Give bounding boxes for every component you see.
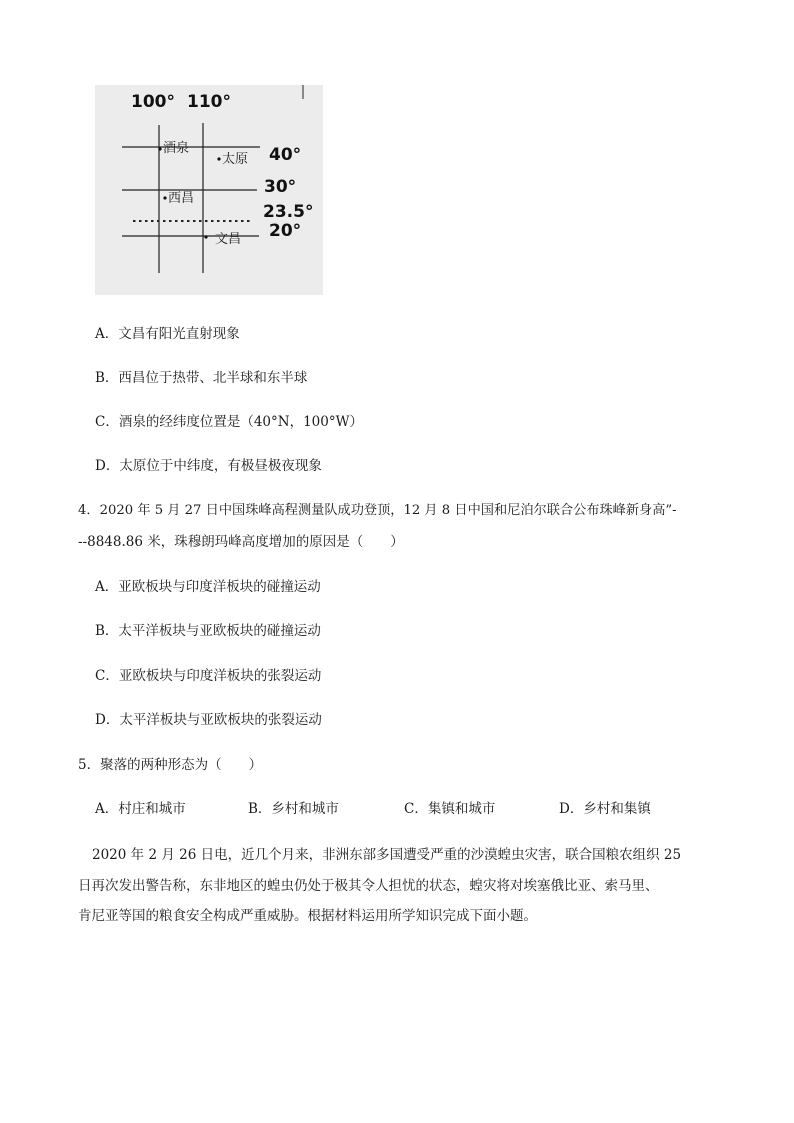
- lon-label-110: 110°: [187, 92, 231, 112]
- q4-option-d: D．太平洋板块与亚欧板块的张裂运动: [95, 712, 322, 728]
- wenchang-dot: [204, 235, 207, 238]
- material-line1: 2020 年 2 月 26 日电，近几个月来，非洲东部多国遭受严重的沙漠蝗虫灾害，联合国粮农组织 25: [92, 847, 682, 863]
- material-line2: 日再次发出警告称，东非地区的蝗虫仍处于极其令人担忧的状态，蝗灾将对埃塞俄比亚、索马里、: [78, 878, 659, 894]
- q3-option-b: B．西昌位于热带、北半球和东半球: [95, 370, 308, 386]
- q5-option-b: B．乡村和城市: [248, 801, 339, 817]
- lat-label-40: 40°: [269, 145, 302, 165]
- lat-label-23-5: 23.5°: [263, 202, 314, 222]
- city-taiyuan: 太原: [222, 152, 249, 167]
- q5-option-d: D．乡村和集镇: [559, 801, 651, 817]
- city-jiuquan: 酒泉: [163, 141, 190, 156]
- lat-label-20: 20°: [269, 221, 302, 241]
- xichang-dot: [163, 196, 166, 199]
- city-wenchang: 文昌: [215, 232, 242, 247]
- q4-option-c: C．亚欧板块与印度洋板块的张裂运动: [95, 668, 322, 684]
- latitude-longitude-map: [95, 85, 323, 295]
- q4-stem-line1: 4．2020 年 5 月 27 日中国珠峰高程测量队成功登顶，12 月 8 日中国和尼泊尔联合公布珠峰新身高”-: [78, 503, 677, 518]
- city-xichang: 西昌: [168, 191, 195, 206]
- lat-label-30: 30°: [264, 177, 297, 197]
- q4-option-b: B．太平洋板块与亚欧板块的碰撞运动: [95, 623, 321, 639]
- q3-option-d: D．太原位于中纬度，有极昼极夜现象: [95, 458, 322, 474]
- q3-option-c: C．酒泉的经纬度位置是（40°N，100°W）: [95, 414, 363, 430]
- q5-option-a: A．村庄和城市: [95, 801, 186, 817]
- q4-option-a: A．亚欧板块与印度洋板块的碰撞运动: [95, 579, 321, 595]
- q3-option-a: A．文昌有阳光直射现象: [95, 326, 240, 342]
- lon-label-100: 100°: [131, 92, 175, 112]
- taiyuan-dot: [217, 157, 220, 160]
- material-line3: 肯尼亚等国的粮食安全构成严重威胁。根据材料运用所学知识完成下面小题。: [78, 908, 537, 924]
- q5-option-c: C．集镇和城市: [404, 801, 496, 817]
- q4-stem-line2: --8848.86 米，珠穆朗玛峰高度增加的原因是（ ）: [78, 534, 404, 550]
- q5-stem: 5．聚落的两种形态为（ ）: [78, 757, 263, 773]
- jiuquan-dot: [158, 147, 161, 150]
